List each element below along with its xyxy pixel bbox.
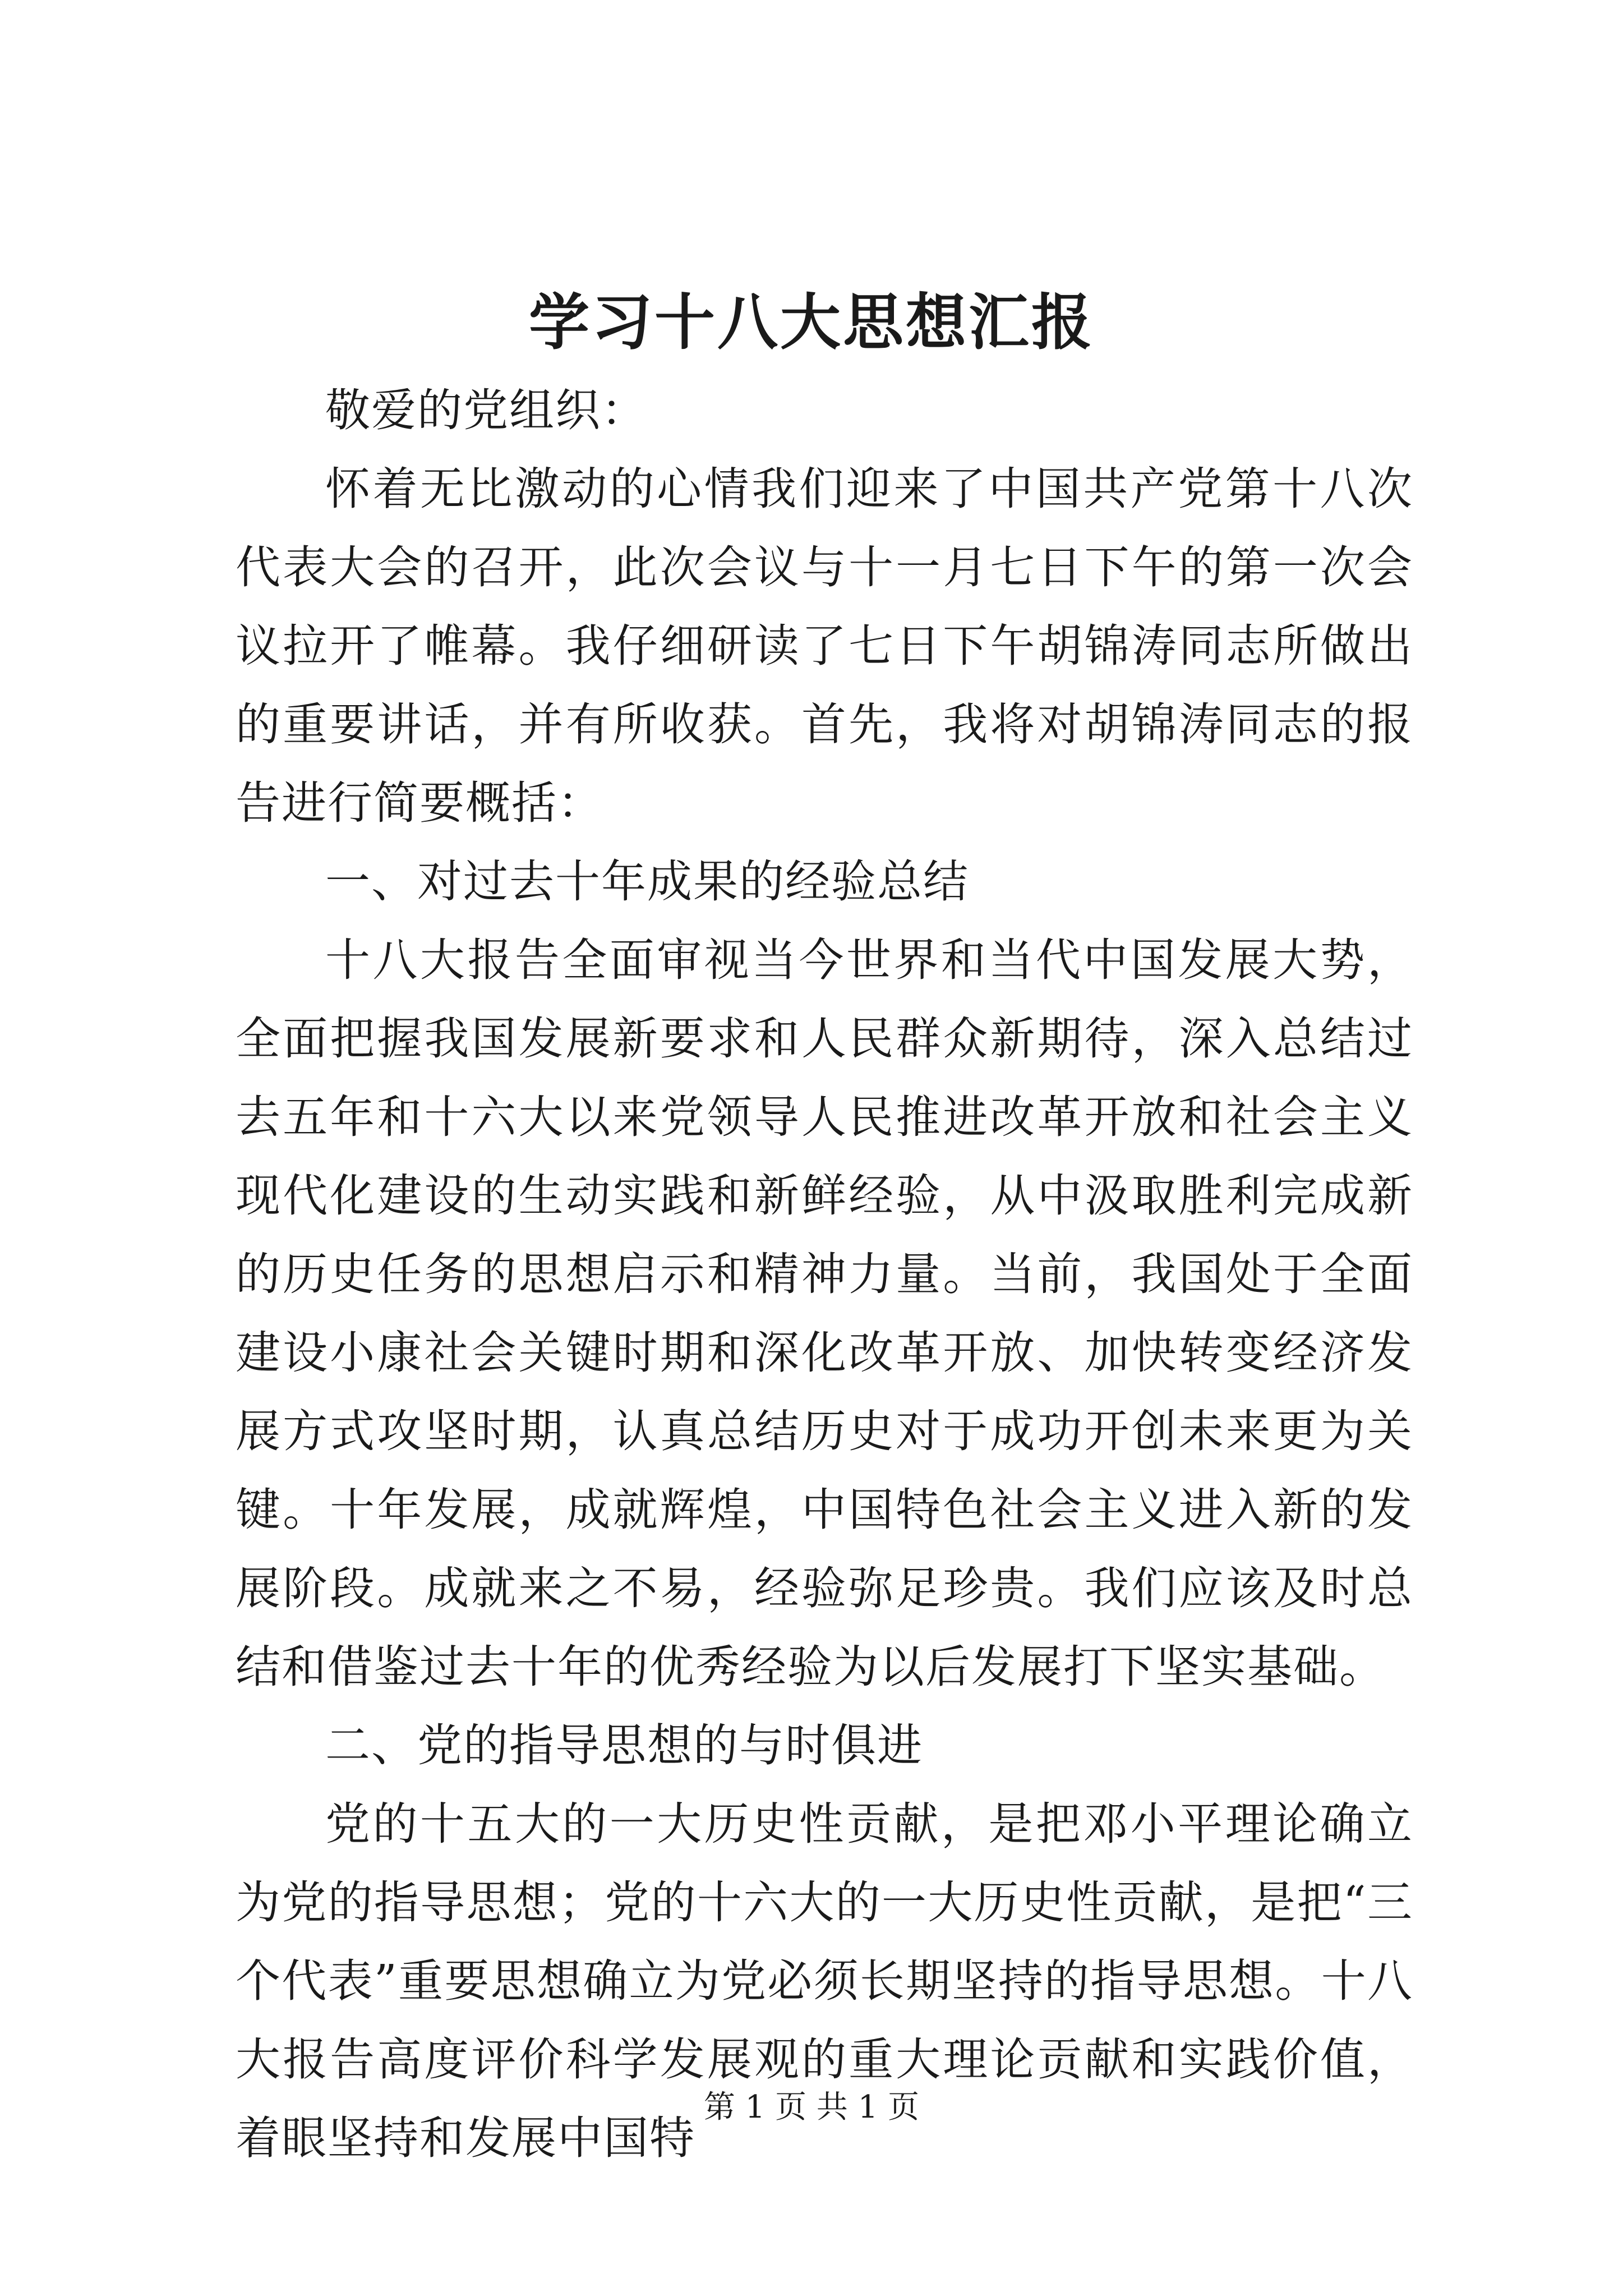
paragraph-section-1: 十八大报告全面审视当今世界和当代中国发展大势，全面把握我国发展新要求和人民群众新期待，深入总结过去五年和十六大以来党领导人民推进改革开放和社会主义现代化建设的生动实践和新鲜经验，从中汲取胜利完成新的历史任务的思想启示和精神力量。当前，我国处于全面建设小康社会关键时期和深化改革开放、加快转变经济发展方式攻坚时期，认真总结历史对于成功开创未来更为关键。十年发展，成就辉煌，中国特色社会主义进入新的发展阶段。成就来之不易，经验弥足珍贵。我们应该及时总结和借鉴过去十年的优秀经验为以后发展打下坚实基础。: [236, 934, 1413, 1693]
section-heading-2: 二、党的指导思想的与时俱进: [325, 1719, 923, 1772]
paragraph-intro: 怀着无比激动的心情我们迎来了中国共产党第十八次代表大会的召开，此次会议与十一月七日下午的第一次会议拉开了帷幕。我仔细研读了七日下午胡锦涛同志所做出的重要讲话，并有所收获。首先，我将对胡锦涛同志的报告进行简要概括：: [236, 463, 1413, 829]
document-body: [236, 371, 1413, 2178]
salutation: 敬爱的党组织：: [325, 384, 647, 436]
page-footer: 第 1 页 共 1 页: [703, 2089, 920, 2125]
paragraph-section-2: 党的十五大的一大历史性贡献，是把邓小平理论确立为党的指导思想；党的十六大的一大历史性贡献，是把“三个代表”重要思想确立为党必须长期坚持的指导思想。十八大报告高度评价科学发展观的重大理论贡献和实践价值，着眼坚持和发展中国特: [236, 1798, 1413, 2164]
section-heading-1: 一、对过去十年成果的经验总结: [325, 855, 969, 908]
document-title: 学习十八大思想汇报: [528, 287, 1094, 358]
